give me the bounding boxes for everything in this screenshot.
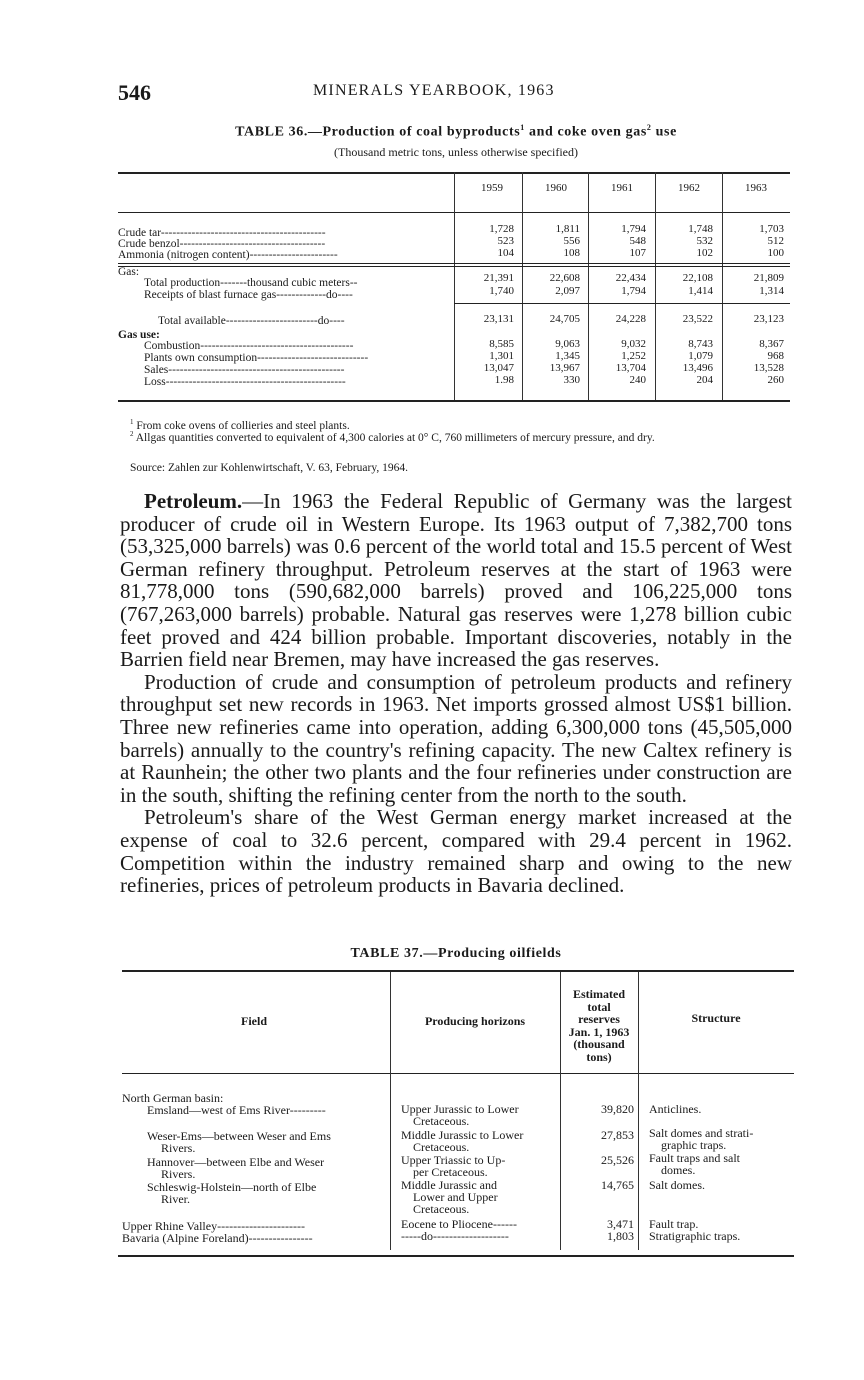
- table36-col-divider: [588, 172, 589, 400]
- table36-cell: 107: [629, 247, 646, 259]
- table37-group-label: North German basin:: [122, 1091, 224, 1105]
- table36-row-label: Total available------------------------do----: [158, 315, 345, 327]
- table37-header-rule: [122, 1073, 794, 1074]
- page-header: [118, 80, 794, 106]
- table36-cell: 9,063: [555, 338, 580, 350]
- table36-row-label: Plants own consumption-----------------------------: [144, 352, 369, 364]
- table37-structure: Salt domes.: [649, 1178, 705, 1192]
- table36-caption: [118, 123, 794, 141]
- table37-bottom-rule: [118, 1255, 794, 1257]
- table36-section-rule: [118, 266, 790, 267]
- table36-caption-middle: and coke oven gas: [528, 124, 647, 140]
- table36-cell: 1,345: [555, 350, 580, 362]
- table36-cell: 330: [563, 374, 580, 386]
- table36-cell: 13,496: [682, 362, 713, 374]
- table37-header-field: Field: [241, 1014, 267, 1028]
- section-lead: Petroleum.: [144, 489, 243, 513]
- table36-year-header: 1961: [611, 182, 633, 194]
- table36-row-label: Crude tar-------------------------------------------: [118, 227, 326, 239]
- table37-field: Weser-Ems—between Weser and Ems Rivers.: [147, 1129, 331, 1155]
- table37-reserves: 25,526: [601, 1153, 634, 1167]
- footnote-mark: 1: [130, 418, 134, 426]
- table36-cell: 8,743: [688, 338, 713, 350]
- table37-horizons: Eocene to Pliocene------: [401, 1217, 517, 1231]
- table36-cell: 1,079: [688, 350, 713, 362]
- table36-cell: 22,108: [682, 272, 713, 284]
- table36-year-header: 1963: [745, 182, 767, 194]
- table36-cell: 8,367: [759, 338, 784, 350]
- paragraph: Production of crude and consumption of petroleum products and refinery throughput set new records in 1963. Net imports grossed almost US$1 billion. Three new refineries came into operation, adding 6,300,000 tons (45,505,000 barrels) annually to the country's refining capacity. The new Caltex refinery is at Raunhein; the other two plants and the four refineries under construction are in the south, shifting the refining center from the north to the south.: [120, 669, 792, 807]
- table36-caption-fn2: 2: [646, 123, 652, 132]
- table36-cell: 102: [696, 247, 713, 259]
- table37-header-horizons: Producing horizons: [424, 1014, 526, 1028]
- table36-cell: 23,131: [483, 313, 514, 325]
- table36-subtotal-rule: [454, 303, 790, 304]
- footnote-text: From coke ovens of collieries and steel plants.: [136, 419, 350, 432]
- table36-cell: 556: [563, 235, 580, 247]
- table37-structure: Salt domes and strati- graphic traps.: [649, 1126, 754, 1152]
- table36-row-label: Combustion----------------------------------------: [144, 340, 354, 352]
- table37-caption: TABLE 37.—Producing oilfields: [350, 946, 562, 961]
- table36-cell: 22,434: [615, 272, 646, 284]
- table37-horizons: Upper Triassic to Up- per Cretaceous.: [401, 1153, 506, 1179]
- table37-field: Bavaria (Alpine Foreland)----------------: [122, 1231, 313, 1245]
- table36-cell: 1,811: [555, 223, 580, 235]
- table37-col-divider: [390, 972, 391, 1250]
- table36-row-label: Ammonia (nitrogen content)-----------------------: [118, 249, 338, 261]
- table36-year-header: 1960: [545, 182, 567, 194]
- table36-cell: 532: [696, 235, 713, 247]
- table36-cell: 1,728: [489, 223, 514, 235]
- table36-section-heading: Gas:: [118, 266, 140, 278]
- table37-field: Schleswig-Holstein—north of Elbe River.: [147, 1180, 317, 1206]
- table36-cell: 1,748: [688, 223, 713, 235]
- table37-horizons: Middle Jurassic to Lower Cretaceous.: [401, 1128, 524, 1154]
- table36-caption-suffix: use: [655, 124, 677, 140]
- table36-section-rule: [118, 263, 790, 264]
- table36-caption-prefix: TABLE 36.—Production of coal byproducts: [235, 124, 521, 140]
- page-number: 546: [118, 80, 151, 105]
- table36-bottom-rule: [118, 400, 790, 402]
- table36-cell: 1,794: [621, 223, 646, 235]
- table36-caption-fn1: 1: [520, 123, 525, 132]
- table36-subtitle: (Thousand metric tons, unless otherwise specified): [334, 145, 578, 159]
- table36-cell: 548: [629, 235, 646, 247]
- table37-reserves: 39,820: [601, 1102, 634, 1116]
- paragraph-text: —In 1963 the Federal Republic of Germany was the largest producer of crude oil in Western Europe. Its 1963 output of 7,382,700 tons (53,325,000 barrels) was 0.6 percent of the world total and 15.5 percent of West German refinery throughput. Petroleum reserves at the start of 1963 were 81,778,000 tons (590,682,000 barrels) proved and 106,225,000 tons (767,263,000 barrels) probable. Natural gas reserves were 1,278 billion cubic feet proved and 424 billion probable. Important discoveries, notably in the Barrien field near Bremen, may have increased the gas reserves.: [120, 489, 792, 672]
- table36-col-divider: [655, 172, 656, 400]
- footnote-mark: 2: [130, 430, 134, 438]
- table36-cell: 1.98: [494, 374, 514, 386]
- table36-col-divider: [454, 172, 455, 400]
- table36-cell: 1,414: [688, 285, 713, 297]
- table37-reserves: 14,765: [601, 1178, 634, 1192]
- table37-field: Upper Rhine Valley----------------------: [122, 1219, 306, 1233]
- table36-row-label: Total production-------thousand cubic meters--: [144, 277, 358, 289]
- table36-section-heading: Gas use:: [118, 329, 160, 341]
- table36-row-label: Receipts of blast furnace gas-------------do----: [144, 289, 353, 301]
- table36-cell: 523: [497, 235, 514, 247]
- table36-cell: 23,123: [753, 313, 784, 325]
- table37-horizons: Middle Jurassic and Lower and Upper Cretaceous.: [401, 1178, 498, 1216]
- footnote-text: Allgas quantities converted to equivalent of 4,300 calories at 0° C, 760 millimeters of mercury pressure, and dry.: [135, 431, 655, 444]
- table36-cell: 13,047: [483, 362, 514, 374]
- table36-cell: 104: [497, 247, 514, 259]
- table36-cell: 260: [767, 374, 784, 386]
- table36-cell: 100: [767, 247, 784, 259]
- table36-cell: 204: [696, 374, 713, 386]
- table37-horizons: -----do-------------------: [401, 1229, 509, 1243]
- table37-top-rule: [122, 970, 794, 972]
- table36-row-label: Loss-----------------------------------------------: [144, 376, 346, 388]
- table36-cell: 2,097: [555, 285, 580, 297]
- table36-cell: 240: [629, 374, 646, 386]
- table36-cell: 1,301: [489, 350, 514, 362]
- table36-cell: 23,522: [682, 313, 713, 325]
- table36-cell: 24,705: [549, 313, 580, 325]
- running-title: MINERALS YEARBOOK, 1963: [313, 82, 555, 99]
- paragraph: [120, 490, 792, 671]
- table37-header-structure: Structure: [691, 1011, 741, 1025]
- table36-cell: 108: [563, 247, 580, 259]
- table36-col-divider: [722, 172, 723, 400]
- table37-structure: Fault traps and salt domes.: [649, 1151, 740, 1177]
- table36-cell: 9,032: [621, 338, 646, 350]
- table37-header-reserves: Estimated total reserves Jan. 1, 1963 (thousand tons): [568, 987, 630, 1064]
- table36-cell: 8,585: [489, 338, 514, 350]
- table37-field: Emsland—west of Ems River---------: [147, 1103, 326, 1117]
- table36-year-header: 1959: [481, 182, 503, 194]
- table36-source: Source: Zahlen zur Kohlenwirtschaft, V. 63, February, 1964.: [130, 462, 408, 474]
- table36-cell: 1,740: [489, 285, 514, 297]
- table36-cell: 21,391: [483, 272, 514, 284]
- body-text: [120, 490, 792, 897]
- table36-cell: 968: [767, 350, 784, 362]
- table36-cell: 512: [767, 235, 784, 247]
- paragraph: Petroleum's share of the West German energy market increased at the expense of coal to 32.6 percent, compared with 29.4 percent in 1962. Competition within the industry remained sharp and owing to the new refineries, prices of petroleum products in Bavaria declined.: [120, 805, 792, 898]
- table37-field: Hannover—between Elbe and Weser Rivers.: [147, 1155, 325, 1181]
- table37-reserves: 1,803: [607, 1229, 634, 1243]
- table36-footnote: [118, 428, 794, 445]
- table36-cell: 13,967: [549, 362, 580, 374]
- table37-reserves: 3,471: [607, 1217, 634, 1231]
- table36-cell: 1,252: [621, 350, 646, 362]
- table37-horizons: Upper Jurassic to Lower Cretaceous.: [401, 1102, 519, 1128]
- table36-row-label: Crude benzol--------------------------------------: [118, 238, 326, 250]
- table36-cell: 22,608: [549, 272, 580, 284]
- table36-cell: 1,703: [759, 223, 784, 235]
- table36-cell: 24,228: [615, 313, 646, 325]
- table37-structure: Fault trap.: [649, 1217, 699, 1231]
- table36-year-header: 1962: [678, 182, 700, 194]
- table36-cell: 21,809: [753, 272, 784, 284]
- table36-row-label: Sales----------------------------------------------: [144, 364, 345, 376]
- table37-structure: Anticlines.: [649, 1102, 702, 1116]
- table37-structure: Stratigraphic traps.: [649, 1229, 741, 1243]
- table36-col-divider: [522, 172, 523, 400]
- table36-cell: 13,704: [615, 362, 646, 374]
- table36-cell: 1,314: [759, 285, 784, 297]
- table36-cell: 1,794: [621, 285, 646, 297]
- table37-reserves: 27,853: [601, 1128, 634, 1142]
- table36-cell: 13,528: [753, 362, 784, 374]
